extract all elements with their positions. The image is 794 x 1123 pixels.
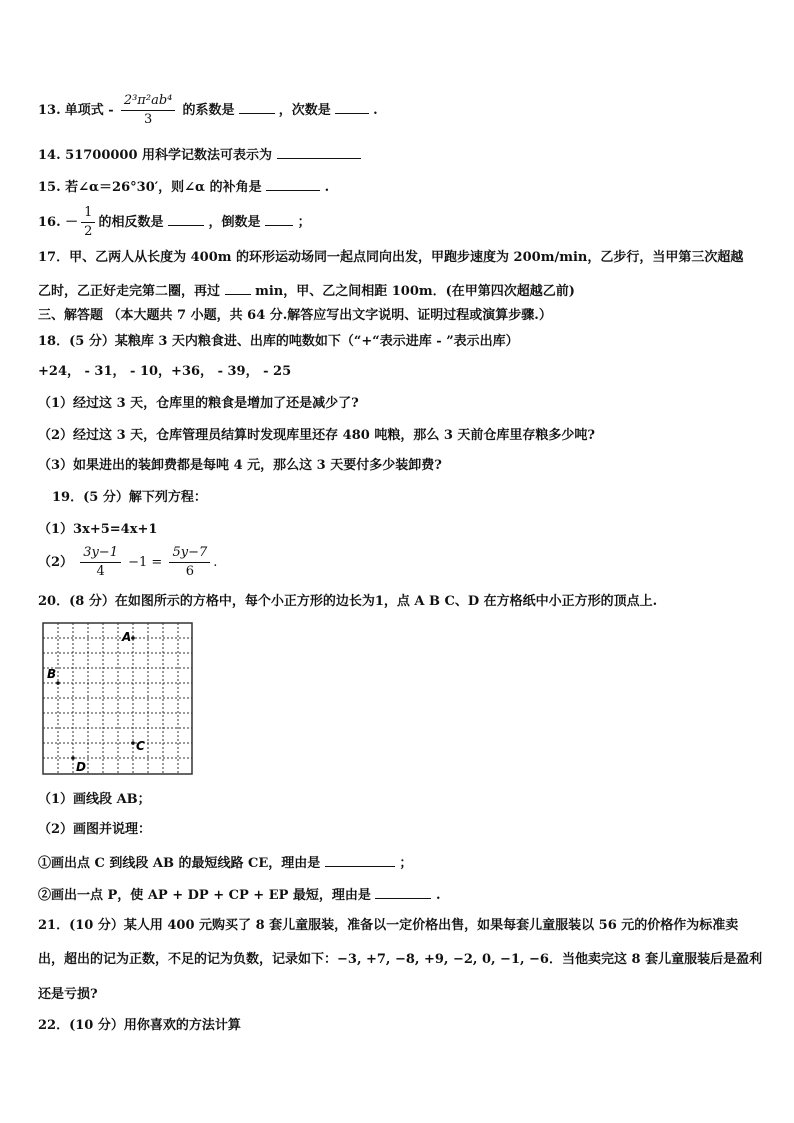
question-text: 单项式 - (64, 103, 114, 118)
fraction (121, 92, 176, 129)
question-text: ①画出点 C 到线段 AB 的最短线路 CE，理由是 (38, 856, 321, 871)
fraction-numerator: 3y−1 (80, 544, 121, 563)
fraction-numerator: 5y−7 (169, 544, 210, 563)
question-21-line-2: 出，超出的记为正数，不足的记为负数，记录如下：−3, +7, −8, +9, −2, 0, −1, −6．当他卖完这 8 套儿童服装后是盈利 (38, 952, 763, 967)
question-20-head: 20．(8 分）在如图所示的方格中，每个小正方形的边长为1，点 A B C、D 在方格纸中小正方形的顶点上. (38, 594, 658, 609)
point-a-dot (131, 636, 135, 640)
question-text: . (324, 180, 330, 195)
question-21-line-3: 还是亏损? (38, 987, 98, 1002)
point-label-c: C (136, 739, 145, 753)
fraction-denominator: 6 (185, 564, 194, 579)
question-21-line-1: 21．(10 分）某人用 400 元购买了 8 套儿童服装，准备以一定价格出售，如果每套儿童服装以 56 元的价格作为标准卖 (38, 918, 739, 933)
question-text: ； (399, 856, 413, 871)
equation-text: −1 = (128, 555, 163, 570)
answer-blank[interactable] (239, 99, 275, 114)
fraction-denominator: 3 (143, 112, 153, 127)
minus-sign: － (65, 215, 79, 230)
section-heading: 三、解答题 （本大题共 7 小题，共 64 分.解答应写出文字说明、证明过程或演算步骤.） (38, 308, 552, 323)
point-label-b: B (47, 667, 57, 681)
question-text: 乙时，乙正好走完第二圈，再过 (38, 284, 221, 299)
grid-lines (43, 623, 192, 774)
question-17-line-1: 17．甲、乙两人从长度为 400m 的环形运动场同一起点同向出发，甲跑步速度为 200m/min，乙步行，当甲第三次超越 (38, 250, 744, 265)
question-text: 51700000 用科学记数法可表示为 (65, 148, 273, 163)
part-label: （2） (38, 555, 74, 570)
fraction (169, 544, 210, 581)
answer-blank[interactable] (375, 884, 431, 899)
question-18-head: 18．(5 分）某粮库 3 天内粮食进、出库的吨数如下（“+“表示进库 - ”表示出库） (38, 334, 519, 349)
question-text: . (373, 103, 378, 118)
question-text: . (435, 888, 441, 903)
question-text: 的相反数是 (98, 215, 164, 230)
answer-blank[interactable] (265, 211, 293, 226)
question-20-part-2a (38, 852, 412, 874)
fraction-numerator: 1 (81, 204, 95, 223)
question-text: ； (297, 215, 311, 230)
answer-blank[interactable] (335, 99, 369, 114)
question-22-head: 22．(10 分）用你喜欢的方法计算 (38, 1018, 241, 1033)
question-text: ②画出一点 P，使 AP + DP + CP + EP 最短，理由是 (38, 888, 371, 903)
question-15 (38, 176, 329, 198)
question-20-part-1: （1）画线段 AB； (38, 792, 151, 807)
question-text: ，倒数是 (208, 215, 261, 230)
answer-blank[interactable] (168, 211, 204, 226)
question-18-data: +24， - 31， - 10，+36， - 39， - 25 (38, 364, 292, 379)
question-13 (38, 92, 378, 129)
answer-blank[interactable] (225, 280, 251, 295)
fraction-numerator: 2³π²ab⁴ (121, 92, 176, 111)
point-label-a: A (122, 630, 132, 644)
question-18-part-2: （2）经过这 3 天，仓库管理员结算时发现库里还存 480 吨粮，那么 3 天前仓库里存粮多少吨? (38, 428, 596, 443)
fraction-denominator: 2 (84, 224, 93, 239)
fraction (80, 544, 121, 581)
question-16 (38, 204, 311, 241)
point-c-dot (131, 741, 135, 745)
question-14 (38, 144, 361, 166)
fraction (81, 204, 95, 241)
question-text: 若∠α＝26°30′，则∠α 的补角是 (65, 180, 262, 195)
question-18-part-3: （3）如果进出的装卸费都是每吨 4 元，那么这 3 天要付多少装卸费? (38, 458, 442, 473)
point-d-dot (71, 756, 75, 760)
question-19-part-1: （1）3x+5=4x+1 (38, 522, 158, 537)
answer-blank[interactable] (325, 852, 395, 867)
answer-blank[interactable] (277, 144, 361, 159)
fraction-denominator: 4 (96, 564, 105, 579)
question-text: min，甲、乙之间相距 100m．(在甲第四次超越乙前) (255, 284, 575, 299)
square-grid (42, 622, 194, 776)
question-20-part-2: （2）画图并说理： (38, 822, 152, 837)
point-label-d: D (76, 760, 86, 774)
question-text: ，次数是 (278, 103, 331, 118)
question-number: 16. (38, 215, 61, 230)
grid-figure (42, 622, 194, 780)
question-number: 14. (38, 148, 61, 163)
question-19-head: 19．(5 分）解下列方程： (52, 490, 207, 505)
question-18-part-1: （1）经过这 3 天，仓库里的粮食是增加了还是减少了? (38, 396, 359, 411)
point-b-dot (56, 681, 60, 685)
question-number: 15. (38, 180, 61, 195)
question-number: 13. (38, 103, 61, 118)
question-19-part-2 (38, 544, 217, 581)
question-17-line-2 (38, 280, 575, 302)
question-text: 的系数是 (182, 103, 235, 118)
answer-blank[interactable] (266, 176, 320, 191)
question-20-part-2b (38, 884, 441, 906)
equation-text: . (213, 555, 218, 570)
